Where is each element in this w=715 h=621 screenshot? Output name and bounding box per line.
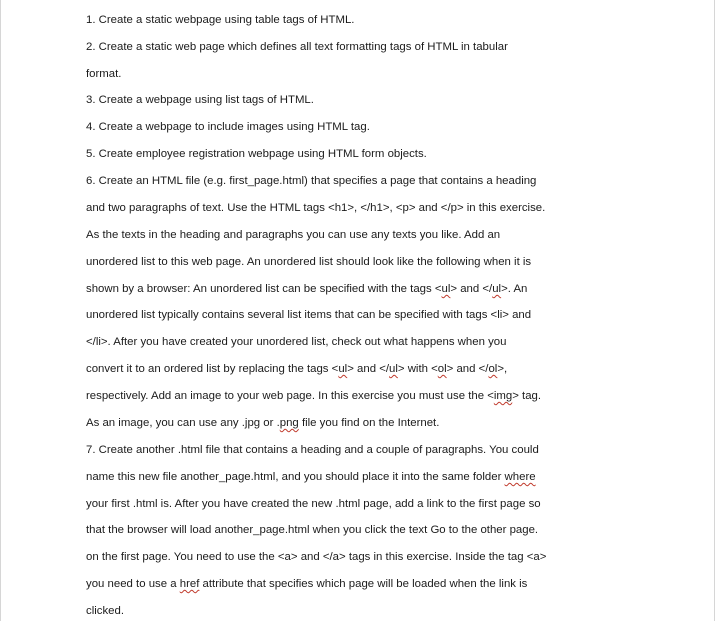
text-line <box>86 389 541 403</box>
text-segment: As the texts in the heading and paragraphs you can use any texts you like. Add an <box>86 229 501 241</box>
text-segment: 6. Create an HTML file (e.g. first_page.html) that specifies a page that contains a heading <box>86 175 537 187</box>
text-line <box>86 470 536 484</box>
spellcheck-flagged-word: ul <box>338 363 348 375</box>
text-line <box>86 335 506 349</box>
spellcheck-flagged-word: ul <box>389 363 398 375</box>
text-segment: 7. Create another .html file that contains a heading and a couple of paragraphs. You could <box>86 444 539 456</box>
spellcheck-flagged-word: png <box>279 417 299 429</box>
text-segment: 5. Create employee registration webpage using HTML form objects. <box>86 148 427 160</box>
text-line <box>86 255 531 269</box>
text-segment: 3. Create a webpage using list tags of HTML. <box>86 94 314 106</box>
text-line <box>86 93 314 107</box>
text-line <box>86 120 370 134</box>
text-line <box>86 523 538 537</box>
left-margin-edge <box>0 0 1 621</box>
text-segment: unordered list to this web page. An unordered list should look like the following when it is <box>86 256 532 268</box>
text-segment: file you find on the Internet. <box>298 417 440 429</box>
text-segment: 1. Create a static webpage using table tags of HTML. <box>86 14 355 26</box>
text-segment: attribute that specifies which page will be loaded when the link is <box>199 578 528 590</box>
spellcheck-flagged-word: ul <box>492 283 502 295</box>
text-line <box>86 13 354 27</box>
text-segment: </li>. After you have created your unordered list, check out what happens when you <box>86 336 507 348</box>
text-segment: respectively. Add an image to your web page. In this exercise you must use the < <box>86 390 494 402</box>
text-line <box>86 497 541 511</box>
text-segment: > and </ <box>446 363 489 375</box>
text-line <box>86 174 536 188</box>
text-segment: unordered list typically contains several list items that can be specified with tags <li> and <box>86 309 532 321</box>
text-segment: that the browser will load another_page.html when you click the text Go to the other page. <box>86 524 539 536</box>
text-segment: > and </ <box>347 363 390 375</box>
text-line <box>86 416 439 430</box>
text-line <box>86 443 539 457</box>
text-segment: name this new file another_page.html, and you should place it into the same folder <box>86 471 505 483</box>
text-line <box>86 604 124 618</box>
text-segment: >. An <box>501 283 528 295</box>
text-segment: your first .html is. After you have created the new .html page, add a link to the first page so <box>86 498 541 510</box>
text-segment: 2. Create a static web page which defines all text formatting tags of HTML in tabular <box>86 41 508 53</box>
text-line <box>86 40 508 54</box>
text-line <box>86 308 531 322</box>
spellcheck-flagged-word: ol <box>437 363 447 375</box>
text-line <box>86 228 500 242</box>
text-segment: >, <box>497 363 508 375</box>
text-segment: > and </ <box>450 283 493 295</box>
spellcheck-flagged-word: ul <box>441 283 451 295</box>
text-segment: format. <box>86 68 122 80</box>
text-line <box>86 577 527 591</box>
text-line <box>86 362 507 376</box>
text-line <box>86 201 545 215</box>
text-segment: on the first page. You need to use the <a> and </a> tags in this exercise. Inside the tag <a> <box>86 551 547 563</box>
text-segment: clicked. <box>86 605 124 617</box>
text-line <box>86 550 546 564</box>
text-segment: you need to use a <box>86 578 180 590</box>
text-line <box>86 147 427 161</box>
text-segment: > with < <box>397 363 438 375</box>
text-segment: and two paragraphs of text. Use the HTML tags <h1>, </h1>, <p> and </p> in this exercise. <box>86 202 546 214</box>
spellcheck-flagged-word: img <box>493 390 513 402</box>
text-segment: > tag. <box>512 390 542 402</box>
text-segment: convert it to an ordered list by replacing the tags < <box>86 363 339 375</box>
text-segment: 4. Create a webpage to include images using HTML tag. <box>86 121 370 133</box>
text-segment: As an image, you can use any .jpg or . <box>86 417 280 429</box>
spellcheck-flagged-word: href <box>179 578 200 590</box>
text-segment: shown by a browser: An unordered list can be specified with the tags < <box>86 283 442 295</box>
spellcheck-flagged-word: where <box>504 471 536 483</box>
text-line <box>86 67 121 81</box>
text-line <box>86 282 527 296</box>
spellcheck-flagged-word: ol <box>488 363 498 375</box>
